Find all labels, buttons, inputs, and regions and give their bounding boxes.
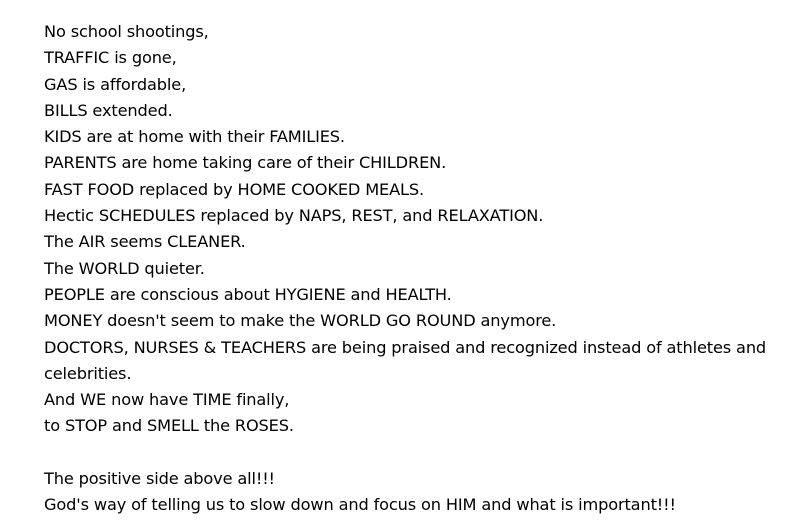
closing-line: God's way of telling us to slow down and focus on HIM and what is important!!! — [44, 495, 676, 515]
text-line: BILLS extended. — [44, 100, 173, 120]
text-line: PEOPLE are conscious about HYGIENE and HEALTH. — [44, 284, 452, 304]
document-body — [44, 19, 789, 519]
text-line: DOCTORS, NURSES & TEACHERS are being praised and recognized instead of athletes and celebrities. — [44, 337, 767, 383]
text-line: FAST FOOD replaced by HOME COOKED MEALS. — [44, 179, 425, 199]
paragraph-gap — [44, 440, 789, 466]
text-line: No school shootings, — [44, 22, 209, 41]
text-line: And WE now have TIME finally, — [44, 390, 290, 410]
text-line: Hectic SCHEDULES replaced by NAPS, REST, and RELAXATION. — [44, 206, 544, 226]
text-line: TRAFFIC is gone, — [44, 48, 177, 68]
closing-line: The positive side above all!!! — [44, 469, 275, 489]
text-line: The WORLD quieter. — [44, 258, 205, 278]
text-line: PARENTS are home taking care of their CHILDREN. — [44, 153, 447, 173]
text-line: GAS is affordable, — [44, 74, 187, 94]
text-line: to STOP and SMELL the ROSES. — [44, 416, 294, 436]
text-line: The AIR seems CLEANER. — [44, 232, 246, 252]
text-line: KIDS are at home with their FAMILIES. — [44, 127, 345, 147]
text-line: MONEY doesn't seem to make the WORLD GO ROUND anymore. — [44, 311, 557, 331]
